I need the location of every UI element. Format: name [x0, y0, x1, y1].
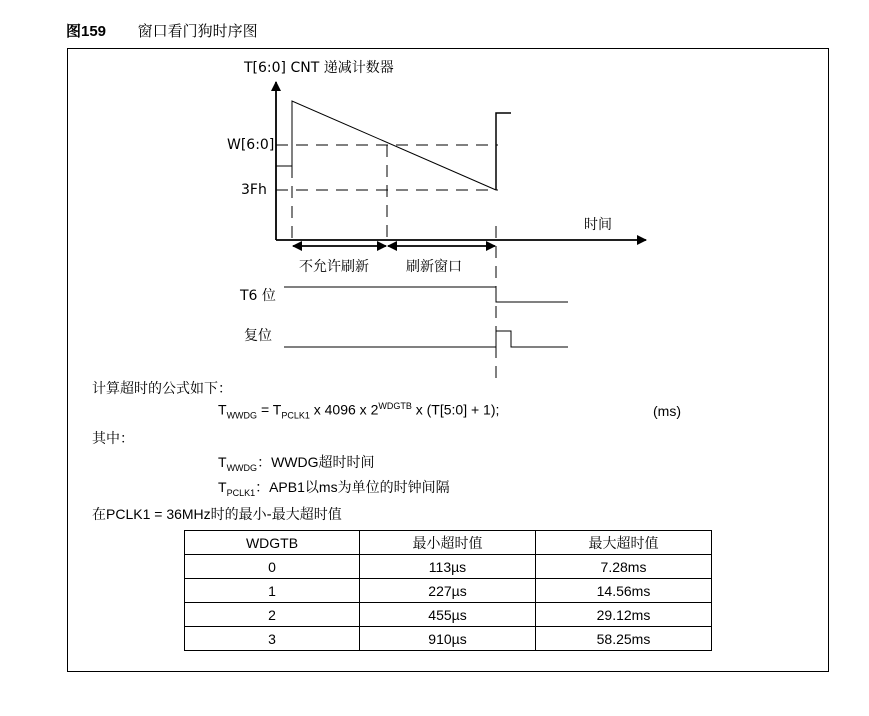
- definition-tpclk1: $T_{PCLK1}$：APB1以ms为单位的时钟间隔: [218, 479, 450, 498]
- cell-max: 14.56ms: [536, 579, 712, 603]
- cell-max: 29.12ms: [536, 603, 712, 627]
- w-label: W[6:0]: [227, 137, 275, 153]
- cell-min: 113µs: [360, 555, 536, 579]
- h3f-label: 3Fh: [241, 182, 267, 198]
- cell-min: 227µs: [360, 579, 536, 603]
- header-max-timeout: 最大超时值: [536, 531, 712, 555]
- refresh-window-label: 刷新窗口: [406, 259, 462, 275]
- where-label: 其中：: [92, 431, 134, 447]
- cell-wdgtb: 1: [185, 579, 360, 603]
- x-axis-label: 时间: [584, 217, 612, 233]
- t6-waveform: [284, 287, 568, 302]
- header-min-timeout: 最小超时值: [360, 531, 536, 555]
- table-intro: 在PCLK1 = 36MHz时的最小-最大超时值: [92, 506, 342, 523]
- cell-max: 58.25ms: [536, 627, 712, 651]
- figure-title: 窗口看门狗时序图: [137, 22, 258, 40]
- cell-wdgtb: 2: [185, 603, 360, 627]
- table-row: [185, 627, 712, 651]
- table-row: [185, 603, 712, 627]
- refresh-not-allowed-label: 不允许刷新: [299, 259, 369, 275]
- cell-min: 455µs: [360, 603, 536, 627]
- t6-label: T6 位: [240, 288, 276, 304]
- cell-wdgtb: 0: [185, 555, 360, 579]
- timeout-table: [184, 530, 712, 651]
- table-row: [185, 555, 712, 579]
- formula-intro: 计算超时的公式如下：: [92, 381, 232, 397]
- cell-min: 910µs: [360, 627, 536, 651]
- counter-reload: [496, 113, 511, 190]
- cell-max: 7.28ms: [536, 555, 712, 579]
- definition-twwdg: $T_{WWDG}$：WWDG超时时间: [218, 454, 375, 473]
- reset-waveform: [284, 331, 568, 347]
- table-row: [185, 579, 712, 603]
- figure-number: 图159: [66, 23, 107, 40]
- timeout-formula: $T_{WWDG} = T_{PCLK1}$ x 4096 x $2^{WDGTB}$ x (T[5:0] + 1);: [218, 401, 500, 421]
- formula-unit: (ms): [653, 403, 681, 419]
- cell-wdgtb: 3: [185, 627, 360, 651]
- table-header-row: [185, 531, 712, 555]
- reset-label: 复位: [244, 328, 272, 344]
- header-wdgtb: WDGTB: [185, 531, 360, 555]
- y-axis-label: T[6:0] CNT 递减计数器: [244, 60, 394, 76]
